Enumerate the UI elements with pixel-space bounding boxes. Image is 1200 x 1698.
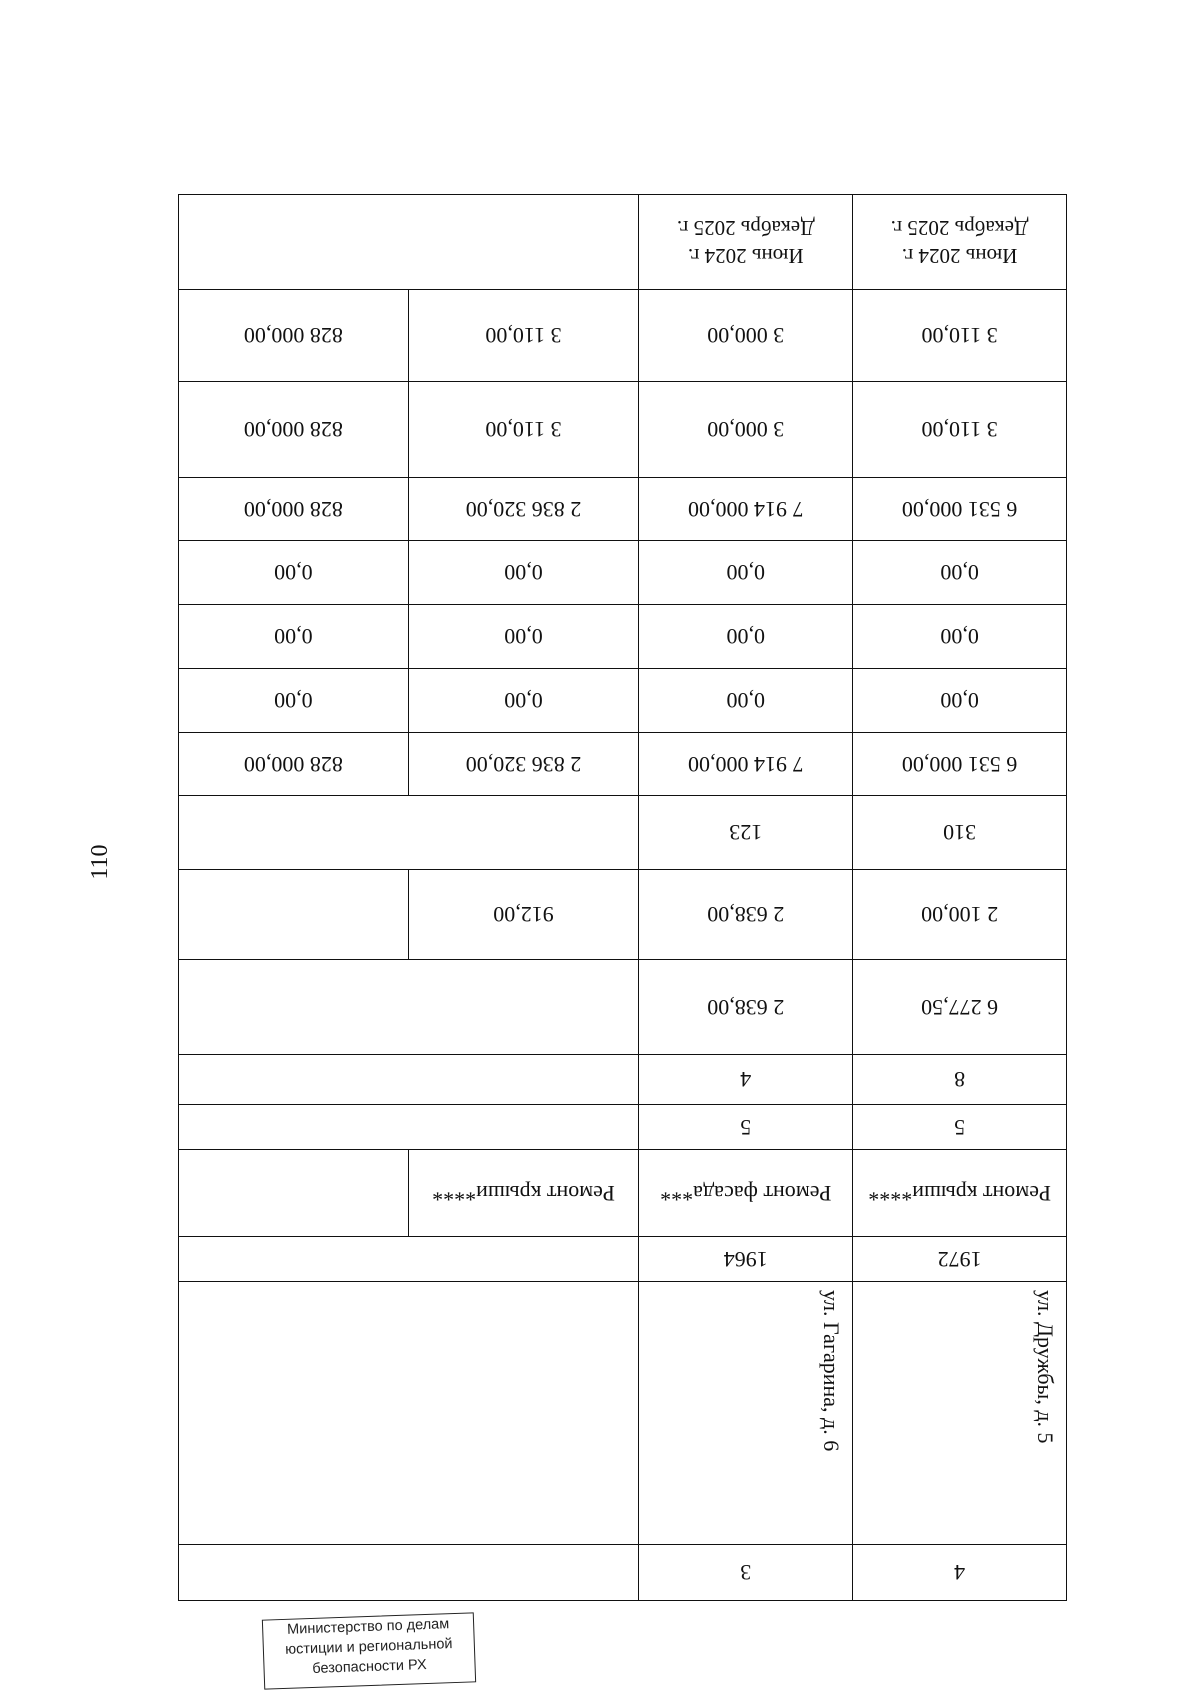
table-row [179,1282,1067,1545]
cell-value: 0,00 [639,605,853,669]
cell-value: 828 000,00 [179,382,409,478]
cell-empty [179,1237,639,1282]
table-row [179,870,1067,960]
cell-work-type: Ремонт фасада*** [639,1150,853,1237]
table-row [179,1105,1067,1150]
cell-value: 828 000,00 [179,733,409,796]
cell-empty [179,1150,409,1237]
cell-value: 7 914 000,00 [639,733,853,796]
cell-num: 3 [639,1545,853,1601]
table-row [179,195,1067,290]
table-row [179,382,1067,478]
cell-value: 6 277,50 [853,960,1067,1055]
cell-value: 6 531 000,00 [853,733,1067,796]
cell-empty [179,796,639,870]
table-row [179,733,1067,796]
cell-value: 828 000,00 [179,478,409,541]
table-row [179,605,1067,669]
cell-value: 3 110,00 [408,290,639,382]
cell-value: 0,00 [408,541,639,605]
table-row [179,1237,1067,1282]
cell-value: 828 000,00 [179,290,409,382]
cell-value: 8 [853,1055,1067,1105]
cell-value: 5 [639,1105,853,1150]
cell-value: 0,00 [853,541,1067,605]
cell-empty [179,1545,639,1601]
cell-value: 2 836 320,00 [408,478,639,541]
table-row [179,290,1067,382]
cell-address: ул. Дружбы, д. 5 [853,1282,1067,1545]
cell-year: 1972 [853,1237,1067,1282]
cell-value: 0,00 [853,669,1067,733]
cell-value: 0,00 [639,541,853,605]
table-row [179,1545,1067,1601]
ministry-stamp: Министерство по делам юстиции и региональной безопасности РХ [262,1612,476,1689]
cell-period: Июнь 2024 г. Декабрь 2025 г. [853,195,1067,290]
table-row [179,478,1067,541]
table-row [179,796,1067,870]
cell-value: 3 000,00 [639,382,853,478]
cell-empty [179,1055,639,1105]
cell-address: ул. Гагарина, д. 6 [639,1282,853,1545]
cell-value: 2 836 320,00 [408,733,639,796]
cell-empty [179,960,639,1055]
table-row [179,960,1067,1055]
cell-period: Июнь 2024 г. Декабрь 2025 г. [639,195,853,290]
table-row [179,1055,1067,1105]
cell-value: 4 [639,1055,853,1105]
table-row [179,669,1067,733]
repair-table [178,194,1067,1601]
cell-value: 0,00 [179,605,409,669]
table-row [179,1150,1067,1237]
cell-value: 3 110,00 [853,382,1067,478]
cell-value: 310 [853,796,1067,870]
cell-value: 2 638,00 [639,960,853,1055]
cell-value: 2 638,00 [639,870,853,960]
rotated-table-block [178,145,1067,1601]
cell-value: 123 [639,796,853,870]
cell-empty [179,1105,639,1150]
cell-empty [179,1282,639,1545]
cell-value: 0,00 [179,669,409,733]
cell-value: 0,00 [408,605,639,669]
cell-empty [179,195,639,290]
cell-value: 0,00 [408,669,639,733]
cell-value: 0,00 [639,669,853,733]
cell-year: 1964 [639,1237,853,1282]
cell-value: 0,00 [853,605,1067,669]
cell-empty [179,870,409,960]
cell-value: 3 110,00 [853,290,1067,382]
cell-value: 7 914 000,00 [639,478,853,541]
table-row [179,541,1067,605]
cell-value: 3 110,00 [408,382,639,478]
cell-value: 3 000,00 [639,290,853,382]
cell-work-type: Ремонт крыши**** [408,1150,639,1237]
cell-value: 912,00 [408,870,639,960]
cell-num: 4 [853,1545,1067,1601]
cell-value: 2 100,00 [853,870,1067,960]
cell-value: 5 [853,1105,1067,1150]
page-number: 110 [87,844,113,880]
cell-value: 6 531 000,00 [853,478,1067,541]
cell-work-type: Ремонт крыши**** [853,1150,1067,1237]
cell-value: 0,00 [179,541,409,605]
